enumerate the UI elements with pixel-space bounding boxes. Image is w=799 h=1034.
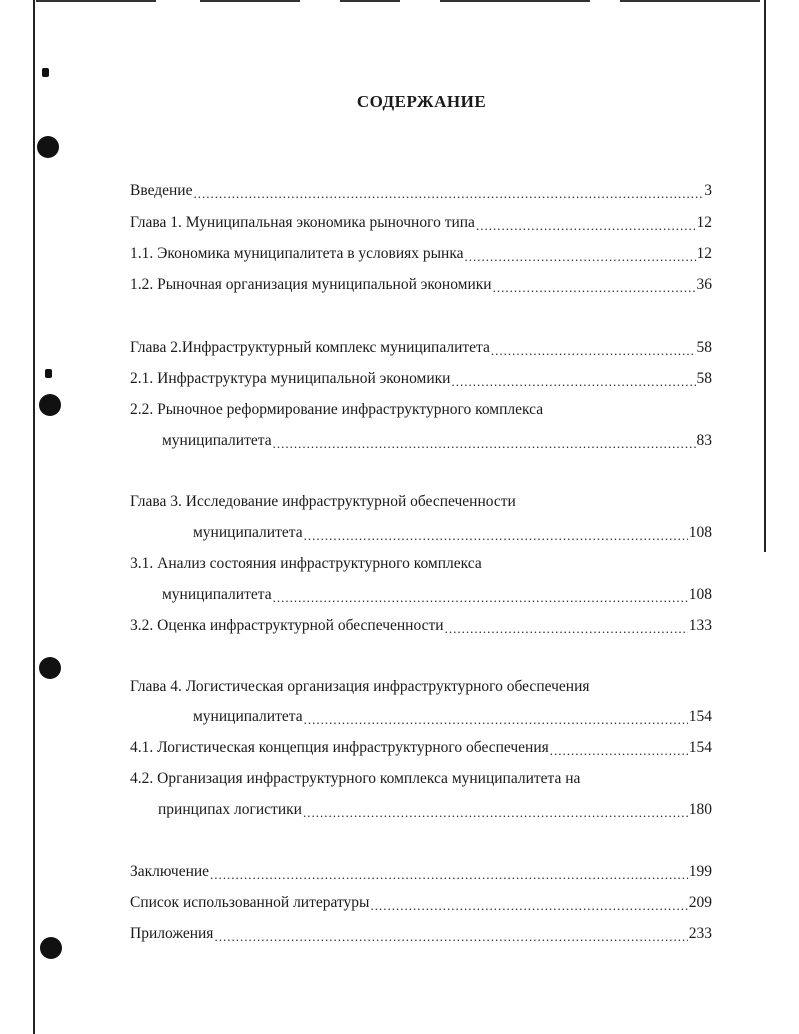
toc-entry-text: принципах логистики bbox=[158, 801, 302, 818]
leader-dots bbox=[465, 250, 696, 263]
toc-entry-text: муниципалитета bbox=[162, 432, 272, 449]
punch-hole bbox=[39, 394, 61, 416]
toc-entry-text: муниципалитета bbox=[162, 586, 272, 603]
leader-dots bbox=[273, 437, 696, 450]
leader-dots bbox=[214, 930, 687, 943]
toc-entry bbox=[130, 894, 712, 912]
toc-entry-text: Заключение bbox=[130, 863, 210, 880]
toc-entry bbox=[193, 708, 712, 726]
toc-entry-page: 108 bbox=[688, 586, 712, 603]
toc-entry-text: Глава 3. Исследование инфраструктурной обеспеченности bbox=[130, 493, 516, 510]
toc-entry-text: Глава 1. Муниципальная экономика рыночного типа bbox=[130, 214, 475, 231]
toc-entry bbox=[130, 925, 712, 943]
leader-dots bbox=[370, 899, 687, 912]
scan-edge-top bbox=[36, 0, 156, 2]
leader-dots bbox=[304, 713, 688, 726]
toc-entry-page: 180 bbox=[688, 801, 712, 818]
toc-entry-text: 1.2. Рыночная организация муниципальной экономики bbox=[130, 276, 492, 293]
toc-entry bbox=[130, 617, 712, 635]
leader-dots bbox=[304, 529, 688, 542]
toc-entry-page: 133 bbox=[688, 617, 712, 634]
toc-entry-page: 154 bbox=[688, 739, 712, 756]
toc-entry-page: 12 bbox=[696, 245, 712, 262]
toc-entry bbox=[158, 801, 712, 819]
leader-dots bbox=[445, 622, 688, 635]
punch-hole-mark bbox=[45, 369, 52, 378]
toc-entry-page: 209 bbox=[688, 894, 712, 911]
toc-entry-text: 3.1. Анализ состояния инфраструктурного комплекса bbox=[130, 555, 482, 572]
toc-entry-page: 12 bbox=[696, 214, 712, 231]
toc-entry-text: 4.2. Организация инфраструктурного комплекса муниципалитета на bbox=[130, 770, 581, 787]
toc-entry bbox=[130, 182, 712, 200]
toc-entry-text: 2.1. Инфраструктура муниципальной экономики bbox=[130, 370, 451, 387]
leader-dots bbox=[476, 219, 696, 232]
leader-dots bbox=[493, 281, 696, 294]
leader-dots bbox=[303, 806, 688, 819]
scan-edge-top bbox=[340, 0, 400, 2]
toc-entry-text: 2.2. Рыночное реформирование инфраструктурного комплекса bbox=[130, 401, 544, 418]
punch-hole-mark bbox=[42, 68, 49, 77]
toc-entry-text: Список использованной литературы bbox=[130, 894, 370, 911]
toc-entry-page: 154 bbox=[688, 708, 712, 725]
toc-entry-text: Введение bbox=[130, 182, 193, 199]
toc-entry-text: 3.2. Оценка инфраструктурной обеспеченности bbox=[130, 617, 444, 634]
toc-entry-page: 108 bbox=[688, 524, 712, 541]
toc-entry-page: 83 bbox=[696, 432, 712, 449]
punch-hole bbox=[37, 136, 59, 158]
toc-entry bbox=[162, 432, 712, 450]
leader-dots bbox=[491, 344, 696, 357]
scan-edge-top bbox=[440, 0, 590, 2]
toc-entry-text: Приложения bbox=[130, 925, 214, 942]
toc-entry-page: 36 bbox=[696, 276, 712, 293]
toc-entry-text: 1.1. Экономика муниципалитета в условиях рынка bbox=[130, 245, 464, 262]
toc-entry bbox=[130, 370, 712, 388]
toc-entry-text: 4.1. Логистическая концепция инфраструктурного обеспечения bbox=[130, 739, 549, 756]
leader-dots bbox=[550, 744, 688, 757]
toc-entry-text: Глава 4. Логистическая организация инфраструктурного обеспечения bbox=[130, 678, 590, 695]
toc-entry bbox=[130, 863, 712, 881]
toc-entry bbox=[130, 739, 712, 757]
toc-entry-text: Глава 2.Инфраструктурный комплекс муниципалитета bbox=[130, 339, 490, 356]
scan-edge-right bbox=[764, 0, 766, 552]
toc-entry-page: 199 bbox=[688, 863, 712, 880]
page-title: СОДЕРЖАНИЕ bbox=[356, 92, 487, 111]
toc-entry-page: 233 bbox=[688, 925, 712, 942]
scan-edge-top bbox=[620, 0, 760, 2]
toc-entry bbox=[130, 339, 712, 357]
leader-dots bbox=[451, 375, 695, 388]
toc-entry-page: 58 bbox=[696, 339, 712, 356]
leader-dots bbox=[210, 868, 688, 881]
leader-dots bbox=[273, 591, 688, 604]
toc-entry bbox=[162, 586, 712, 604]
punch-hole bbox=[40, 937, 62, 959]
punch-hole bbox=[39, 657, 61, 679]
toc-entry-text: муниципалитета bbox=[193, 524, 303, 541]
toc-entry-text: муниципалитета bbox=[193, 708, 303, 725]
toc-entry bbox=[130, 276, 712, 294]
toc-entry bbox=[193, 524, 712, 542]
toc-entry-page: 58 bbox=[696, 370, 712, 387]
toc-entry bbox=[130, 245, 712, 263]
toc-entry-page: 3 bbox=[704, 182, 712, 199]
leader-dots bbox=[193, 187, 703, 200]
scan-edge-top bbox=[200, 0, 300, 2]
scan-edge-left bbox=[33, 0, 35, 1034]
toc-entry bbox=[130, 214, 712, 232]
